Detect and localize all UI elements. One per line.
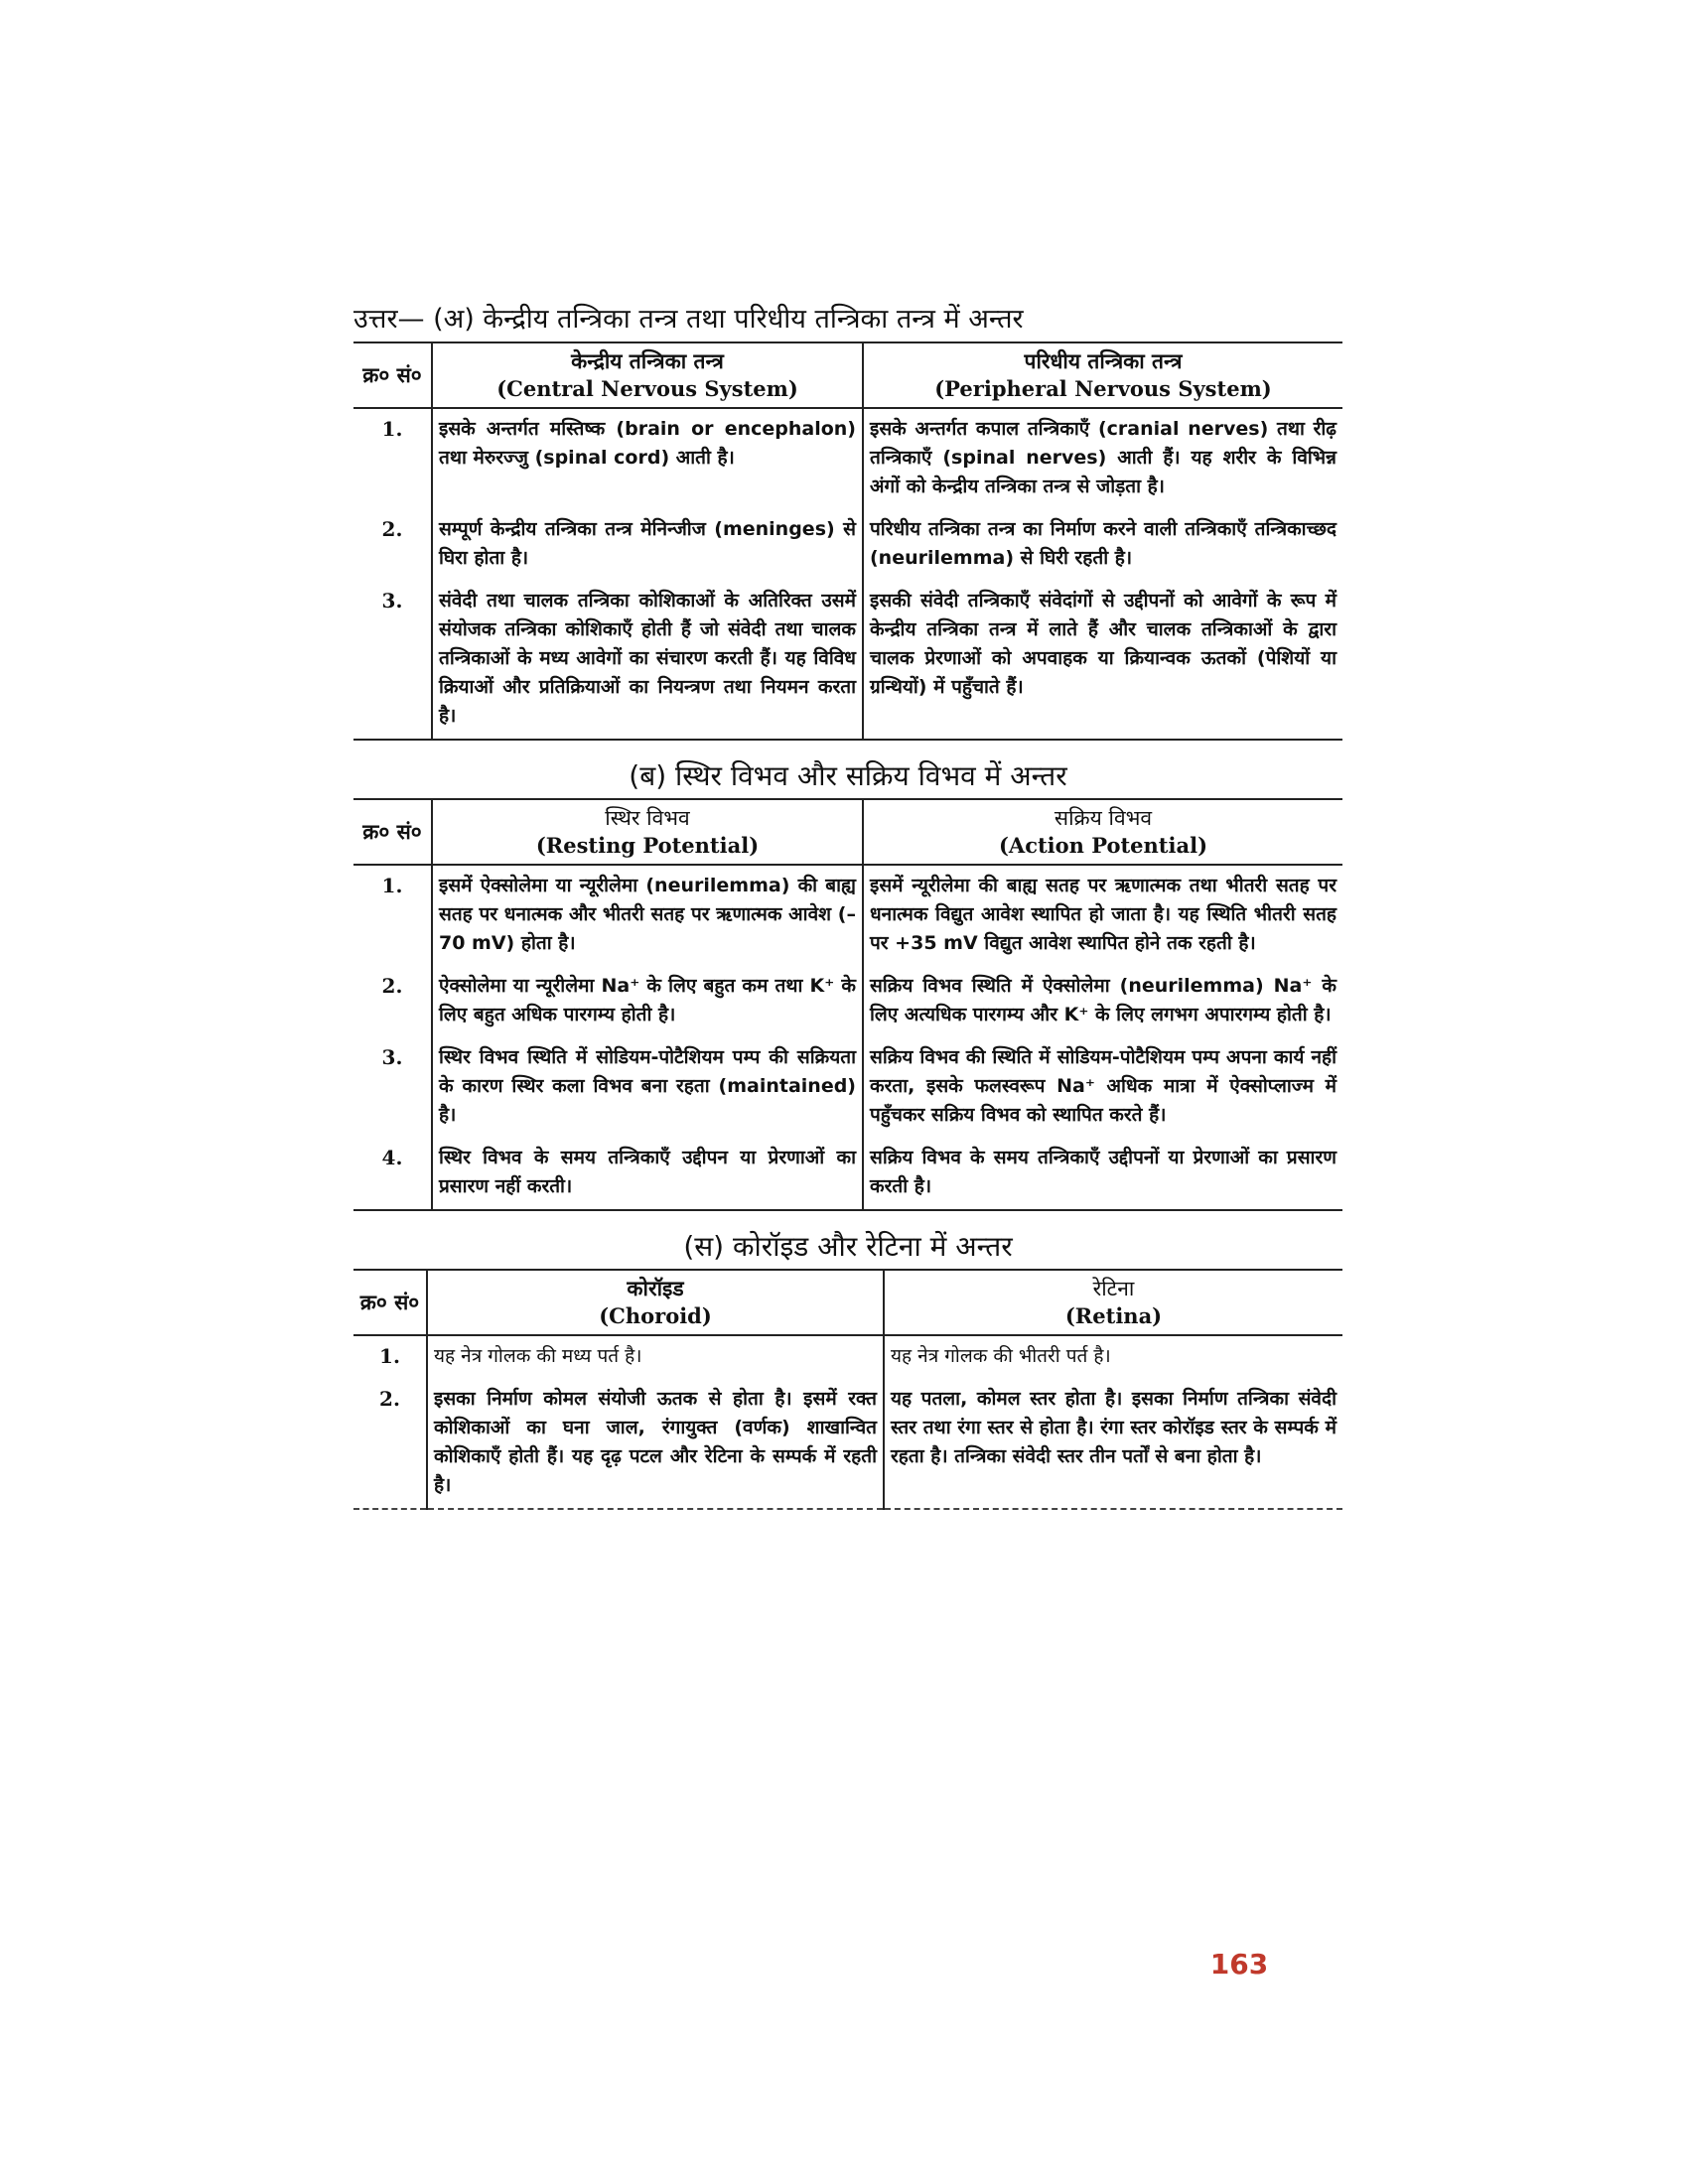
section-title-a: उत्तर— (अ) केन्द्रीय तन्त्रिका तन्त्र तथा परिधीय तन्त्रिका तन्त्र में अन्तर bbox=[353, 304, 1024, 335]
section-title-c: (स) कोरॉइड और रेटिना में अन्तर bbox=[683, 1230, 1013, 1263]
column-header-retina bbox=[884, 1270, 1342, 1335]
column-header-peripheral bbox=[863, 342, 1342, 408]
cell-peripheral: परिधीय तन्त्रिका तन्त्र का निर्माण करने वाली तन्त्रिकाएँ तन्त्रिकाच्छद (neurilemma) से घिरी रहती है। bbox=[863, 509, 1342, 581]
table-row bbox=[353, 966, 1342, 1037]
column-header-english: (Central Nervous System) bbox=[496, 376, 798, 401]
cell-action: सक्रिय विभव के समय तन्त्रिकाएँ उद्दीपनों या प्रेरणाओं का प्रसारण करती है। bbox=[863, 1138, 1342, 1210]
cell-retina: यह पतला, कोमल स्तर होता है। इसका निर्माण तन्त्रिका संवेदी स्तर तथा रंगा स्तर से होता है। रंगा स्तर कोरॉइड स्तर के सम्पर्क में रहता है। तन्त्रिका संवेदी स्तर तीन पर्तों से बना होता है। bbox=[884, 1379, 1342, 1509]
serial-number: 1. bbox=[381, 417, 403, 441]
serial-number: 1. bbox=[379, 1344, 400, 1368]
table-header-row bbox=[353, 1270, 1342, 1335]
serial-number: 3. bbox=[381, 589, 403, 613]
table-row bbox=[353, 1138, 1342, 1210]
column-header-action bbox=[863, 799, 1342, 865]
page-number: 163 bbox=[1209, 1948, 1269, 1980]
column-header-english: (Retina) bbox=[1064, 1303, 1163, 1328]
cell-peripheral: इसकी संवेदी तन्त्रिकाएँ संवेदांगों से उद्दीपनों को आवेगों के रूप में केन्द्रीय तन्त्रिका तन्त्र में लाते हैं और चालक तन्त्रिकाओं के द्वारा चालक प्रेरणाओं को अपवाहक या क्रियान्वक ऊतकों (पेशियों या ग्रन्थियों) में पहुँचाते हैं। bbox=[863, 581, 1342, 740]
table-row bbox=[353, 865, 1342, 966]
cell-resting: ऐक्सोलेमा या न्यूरीलेमा Na⁺ के लिए बहुत कम तथा K⁺ के लिए बहुत अधिक पारगम्य होती है। bbox=[432, 966, 863, 1037]
comparison-table-choroid-retina bbox=[353, 1269, 1342, 1510]
cell-peripheral: इसके अन्तर्गत कपाल तन्त्रिकाएँ (cranial nerves) तथा रीढ़ तन्त्रिकाएँ (spinal nerves) आती हैं। यह शरीर के विभिन्न अंगों को केन्द्रीय तन्त्रिका तन्त्र से जोड़ता है। bbox=[863, 408, 1342, 509]
column-header-resting bbox=[432, 799, 863, 865]
serial-number: 4. bbox=[381, 1146, 403, 1169]
column-header-central bbox=[432, 342, 863, 408]
table-row bbox=[353, 1037, 1342, 1138]
cell-central: सम्पूर्ण केन्द्रीय तन्त्रिका तन्त्र मेनिन्जीज (meninges) से घिरा होता है। bbox=[432, 509, 863, 581]
column-header-hindi: केन्द्रीय तन्त्रिका तन्त्र bbox=[571, 349, 724, 373]
serial-number: 2. bbox=[379, 1387, 400, 1411]
column-header-choroid bbox=[427, 1270, 884, 1335]
table-header-row bbox=[353, 799, 1342, 865]
table-row bbox=[353, 408, 1342, 509]
column-header-hindi: रेटिना bbox=[1092, 1277, 1135, 1300]
serial-number: 2. bbox=[381, 517, 403, 541]
cell-action: सक्रिय विभव स्थिति में ऐक्सोलेमा (neurilemma) Na⁺ के लिए अत्यधिक पारगम्य और K⁺ के लिए लगभग अपारगम्य होती है। bbox=[863, 966, 1342, 1037]
cell-resting: स्थिर विभव के समय तन्त्रिकाएँ उद्दीपन या प्रेरणाओं का प्रसारण नहीं करती। bbox=[432, 1138, 863, 1210]
cell-central: संवेदी तथा चालक तन्त्रिका कोशिकाओं के अतिरिक्त उसमें संयोजक तन्त्रिका कोशिकाएँ होती हैं जो संवेदी तथा चालक तन्त्रिकाओं के मध्य आवेगों का संचारण करती हैं। यह विविध क्रियाओं और प्रतिक्रियाओं का नियन्त्रण तथा नियमन करता है। bbox=[432, 581, 863, 740]
cell-action: इसमें न्यूरीलेमा की बाह्य सतह पर ऋणात्मक तथा भीतरी सतह पर धनात्मक विद्युत आवेश स्थापित हो जाता है। यह स्थिति भीतरी सतह पर +35 mV विद्युत आवेश स्थापित होने तक रहती है। bbox=[863, 865, 1342, 966]
comparison-table-potentials bbox=[353, 798, 1342, 1211]
section-title-b: (ब) स्थिर विभव और सक्रिय विभव में अन्तर bbox=[629, 759, 1067, 792]
column-header-hindi: स्थिर विभव bbox=[605, 806, 690, 830]
serial-number: 3. bbox=[381, 1045, 403, 1069]
serial-header: क्र० सं० bbox=[353, 342, 432, 408]
table-row bbox=[353, 581, 1342, 740]
cell-choroid: यह नेत्र गोलक की मध्य पर्त है। bbox=[427, 1335, 884, 1379]
cell-retina: यह नेत्र गोलक की भीतरी पर्त है। bbox=[884, 1335, 1342, 1379]
serial-number: 1. bbox=[381, 874, 403, 897]
comparison-table-cns-pns bbox=[353, 341, 1342, 741]
column-header-hindi: सक्रिय विभव bbox=[1054, 806, 1153, 830]
column-header-hindi: परिधीय तन्त्रिका तन्त्र bbox=[1024, 349, 1183, 373]
cell-resting: इसमें ऐक्सोलेमा या न्यूरीलेमा (neurilemma) की बाह्य सतह पर धनात्मक और भीतरी सतह पर ऋणात्मक आवेश (– 70 mV) होता है। bbox=[432, 865, 863, 966]
column-header-english: (Action Potential) bbox=[998, 833, 1208, 858]
table-row bbox=[353, 509, 1342, 581]
column-header-hindi: कोरॉइड bbox=[627, 1277, 684, 1300]
cell-resting: स्थिर विभव स्थिति में सोडियम-पोटैशियम पम्प की सक्रियता के कारण स्थिर कला विभव बना रहता (maintained) है। bbox=[432, 1037, 863, 1138]
page-content bbox=[353, 298, 1342, 1510]
cell-choroid: इसका निर्माण कोमल संयोजी ऊतक से होता है। इसमें रक्त कोशिकाओं का घना जाल, रंगायुक्त (वर्णक) शाखान्वित कोशिकाएँ होती हैं। यह दृढ़ पटल और रेटिना के सम्पर्क में रहती है। bbox=[427, 1379, 884, 1509]
serial-header: क्र० सं० bbox=[353, 1270, 427, 1335]
table-header-row bbox=[353, 342, 1342, 408]
serial-header: क्र० सं० bbox=[353, 799, 432, 865]
cell-action: सक्रिय विभव की स्थिति में सोडियम-पोटैशियम पम्प अपना कार्य नहीं करता, इसके फलस्वरूप Na⁺ अधिक मात्रा में ऐक्सोप्लाज्म में पहुँचकर सक्रिय विभव को स्थापित करते हैं। bbox=[863, 1037, 1342, 1138]
column-header-english: (Choroid) bbox=[599, 1303, 712, 1328]
cell-central: इसके अन्तर्गत मस्तिष्क (brain or encephalon) तथा मेरुरज्जु (spinal cord) आती है। bbox=[432, 408, 863, 509]
table-row bbox=[353, 1335, 1342, 1379]
column-header-english: (Resting Potential) bbox=[535, 833, 760, 858]
serial-number: 2. bbox=[381, 974, 403, 998]
table-row bbox=[353, 1379, 1342, 1509]
column-header-english: (Peripheral Nervous System) bbox=[934, 376, 1272, 401]
